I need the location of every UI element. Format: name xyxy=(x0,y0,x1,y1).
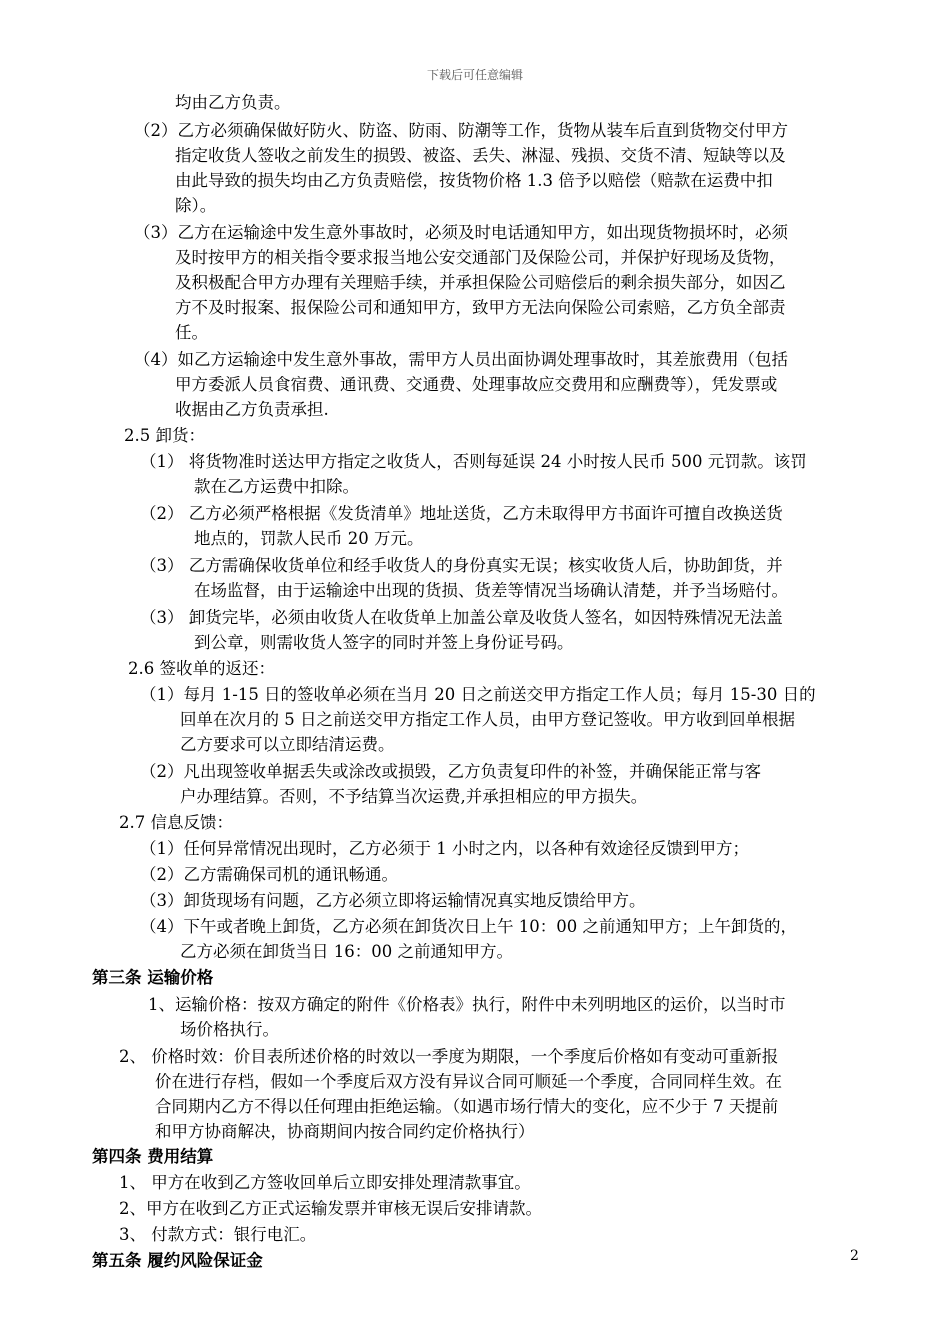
text-line: 乙方必须在卸货当日 16：00 之前通知甲方。 xyxy=(180,942,513,961)
text-line: 价在进行存档，假如一个季度后双方没有异议合同可顺延一个季度，合同同样生效。在 xyxy=(155,1072,782,1091)
text-line: （1）任何异常情况出现时，乙方必须于 1 小时之内，以各种有效途径反馈到甲方； xyxy=(140,839,749,858)
text-line: 指定收货人签收之前发生的损毁、被盗、丢失、淋湿、残损、交货不清、短缺等以及 xyxy=(175,146,786,165)
text-line: 合同期内乙方不得以任何理由拒绝运输。（如遇市场行情大的变化，应不少于 7 天提前 xyxy=(155,1097,779,1116)
text-line: （4）下午或者晚上卸货，乙方必须在卸货次日上午 10：00 之前通知甲方；上午卸货的， xyxy=(140,917,797,936)
text-line: 2、 价格时效：价目表所述价格的时效以一季度为期限，一个季度后价格如有变动可重新报 xyxy=(119,1047,779,1066)
text-line: 由此导致的损失均由乙方负责赔偿，按货物价格 1.3 倍予以赔偿（赔款在运费中扣 xyxy=(175,171,773,190)
text-line: 2、甲方在收到乙方正式运输发票并审核无误后安排请款。 xyxy=(119,1199,542,1218)
text-line: 户办理结算。否则，不予结算当次运费,并承担相应的甲方损失。 xyxy=(180,787,648,806)
text-line: （3）卸货现场有问题，乙方必须立即将运输情况真实地反馈给甲方。 xyxy=(140,891,646,910)
text-line: 在场监督，由于运输途中出现的货损、货差等情况当场确认清楚，并予当场赔付。 xyxy=(194,581,788,600)
text-line: （1） 将货物准时送达甲方指定之收货人，否则每延误 24 小时按人民币 500 元罚款。该罚 xyxy=(140,452,807,471)
text-line: 甲方委派人员食宿费、通讯费、交通费、处理事故应交费用和应酬费等），凭发票或 xyxy=(175,375,778,394)
text-line: 及时按甲方的相关指令要求报当地公安交通部门及保险公司，并保护好现场及货物， xyxy=(175,248,786,267)
page-number: 2 xyxy=(850,1248,859,1264)
text-line: 及积极配合甲方办理有关理赔手续，并承担保险公司赔偿后的剩余损失部分，如因乙 xyxy=(175,273,786,292)
text-line: （3） 乙方需确保收货单位和经手收货人的身份真实无误；核实收货人后，协助卸货，并 xyxy=(140,556,783,575)
text-line: 地点的，罚款人民币 20 万元。 xyxy=(194,529,424,548)
text-line: 除）。 xyxy=(175,196,217,215)
text-line: 2.5 卸货： xyxy=(124,426,205,445)
page-header: 下载后可任意编辑 xyxy=(426,68,523,82)
text-line: 和甲方协商解决，协商期间内按合同约定价格执行） xyxy=(155,1122,535,1141)
text-line: 均由乙方负责。 xyxy=(175,93,291,112)
text-line: （2）乙方需确保司机的通讯畅通。 xyxy=(140,865,398,884)
text-line: 1、运输价格：按双方确定的附件《价格表》执行，附件中未列明地区的运价，以当时市 xyxy=(148,995,786,1014)
text-line: 到公章，则需收货人签字的同时并签上身份证号码。 xyxy=(194,633,574,652)
text-line: 2.7 信息反馈： xyxy=(119,813,233,832)
section-heading: 第四条 费用结算 xyxy=(92,1147,214,1166)
text-line: 款在乙方运费中扣除。 xyxy=(194,477,359,496)
text-line: 场价格执行。 xyxy=(180,1020,279,1039)
text-line: 1、 甲方在收到乙方签收回单后立即安排处理清款事宜。 xyxy=(119,1173,531,1192)
text-line: 方不及时报案、报保险公司和通知甲方，致甲方无法向保险公司索赔，乙方负全部责 xyxy=(175,298,786,317)
text-line: 回单在次月的 5 日之前送交甲方指定工作人员，由甲方登记签收。甲方收到回单根据 xyxy=(180,710,795,729)
text-line: 2.6 签收单的返还： xyxy=(128,659,275,678)
text-line: 收据由乙方负责承担. xyxy=(175,400,329,419)
text-line: 乙方要求可以立即结清运费。 xyxy=(180,735,395,754)
text-line: （2） 乙方必须严格根据《发货清单》地址送货，乙方未取得甲方书面许可擅自改换送货 xyxy=(140,504,783,523)
text-line: 任。 xyxy=(175,323,208,342)
text-line: 3、 付款方式：银行电汇。 xyxy=(119,1225,317,1244)
text-line: （1）每月 1-15 日的签收单必须在当月 20 日之前送交甲方指定工作人员；每月 15-30 日的 xyxy=(140,685,816,704)
text-line: （3）乙方在运输途中发生意外事故时，必须及时电话通知甲方，如出现货物损坏时，必须 xyxy=(134,223,788,242)
text-line: （4）如乙方运输途中发生意外事故，需甲方人员出面协调处理事故时，其差旅费用（包括 xyxy=(134,350,788,369)
text-line: （2）乙方必须确保做好防火、防盗、防雨、防潮等工作，货物从装车后直到货物交付甲方 xyxy=(134,121,788,140)
text-line: （2）凡出现签收单据丢失或涂改或损毁，乙方负责复印件的补签，并确保能正常与客 xyxy=(140,762,761,781)
section-heading: 第三条 运输价格 xyxy=(92,968,214,987)
text-line: （3） 卸货完毕，必须由收货人在收货单上加盖公章及收货人签名，如因特殊情况无法盖 xyxy=(140,608,783,627)
section-heading: 第五条 履约风险保证金 xyxy=(92,1251,263,1270)
